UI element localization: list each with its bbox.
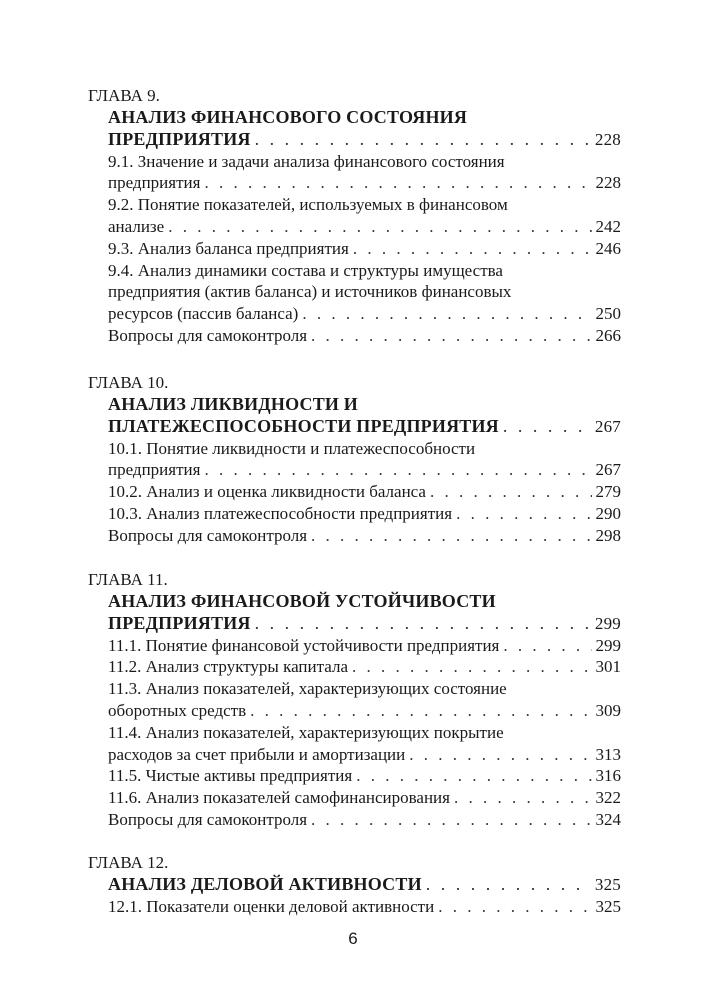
leader-dots xyxy=(250,700,591,722)
leader-dots xyxy=(204,172,591,194)
toc-entry-line: 11.6. Анализ показателей самофинансирования xyxy=(108,788,450,808)
toc-entry-line: 11.2. Анализ структуры капитала xyxy=(108,657,348,677)
toc-entry-page: 250 xyxy=(595,304,621,324)
toc-entry xyxy=(88,481,621,503)
leader-dots xyxy=(311,809,591,831)
toc-entry-line: оборотных средств xyxy=(108,700,247,720)
leader-dots xyxy=(352,656,592,678)
toc-entry xyxy=(88,787,621,809)
leader-dots xyxy=(168,216,591,238)
chapter-page-number: 228 xyxy=(594,129,621,149)
toc-entry-line: Вопросы для самоконтроля xyxy=(108,525,308,545)
toc-entry-line: 9.4. Анализ динамики состава и структуры имущества xyxy=(108,260,503,280)
chapter-title-line: ПРЕДПРИЯТИЯ xyxy=(108,128,251,149)
leader-dots xyxy=(430,481,592,503)
chapter-page-number: 299 xyxy=(594,613,621,633)
toc-entry-line: 11.1. Понятие финансовой устойчивости предприятия xyxy=(108,635,500,655)
toc-entry xyxy=(88,809,621,831)
leader-dots xyxy=(503,635,591,657)
leader-dots xyxy=(409,744,591,766)
toc-entry xyxy=(88,678,621,722)
toc-entry-line: предприятия (актив баланса) и источников финансовых xyxy=(108,282,512,302)
chapter-title xyxy=(88,394,621,438)
toc-entry xyxy=(88,260,621,325)
toc-entry-line: Вопросы для самоконтроля xyxy=(108,809,308,829)
page-number: 6 xyxy=(348,929,358,948)
chapter-title-line: АНАЛИЗ ДЕЛОВОЙ АКТИВНОСТИ xyxy=(108,874,422,894)
leader-dots xyxy=(204,459,591,481)
toc-entry-line: Вопросы для самоконтроля xyxy=(108,325,308,345)
leader-dots xyxy=(438,896,591,918)
toc-entry-page: 298 xyxy=(595,525,621,545)
toc-entry-page: 322 xyxy=(595,788,621,808)
chapter-title-line: ПЛАТЕЖЕСПОСОБНОСТИ ПРЕДПРИЯТИЯ xyxy=(108,415,499,436)
toc-entry xyxy=(88,325,621,347)
toc-entry-line: расходов за счет прибыли и амортизации xyxy=(108,744,406,764)
chapter-title-line: ПРЕДПРИЯТИЯ xyxy=(108,612,251,633)
toc-entry-line: предприятия xyxy=(108,460,201,480)
leader-dots xyxy=(503,416,591,438)
toc-entry xyxy=(88,503,621,525)
leader-dots xyxy=(255,613,591,635)
toc-entry xyxy=(88,656,621,678)
toc-entry-page: 290 xyxy=(595,503,621,523)
toc-entry-page: 316 xyxy=(595,766,621,786)
chapter-label: ГЛАВА 12. xyxy=(88,853,169,872)
leader-dots xyxy=(353,238,592,260)
leader-dots xyxy=(302,303,591,325)
toc-entry-page: 266 xyxy=(595,325,621,345)
toc-entry-line: ресурсов (пассив баланса) xyxy=(108,304,299,324)
toc-entry xyxy=(88,438,621,482)
chapter-10 xyxy=(88,373,621,547)
chapter-title-line: АНАЛИЗ ЛИКВИДНОСТИ И xyxy=(108,394,358,414)
toc-entry-line: 12.1. Показатели оценки деловой активности xyxy=(108,896,435,916)
leader-dots xyxy=(311,325,591,347)
toc-entry-page: 246 xyxy=(595,238,621,258)
toc-entry-page: 267 xyxy=(595,460,621,480)
chapter-page-number: 325 xyxy=(594,875,621,894)
chapter-12 xyxy=(88,853,621,918)
chapter-title xyxy=(88,874,621,896)
leader-dots xyxy=(426,874,591,896)
toc-entry-line: 10.3. Анализ платежеспособности предприятия xyxy=(108,503,453,523)
chapter-title xyxy=(88,591,621,635)
leader-dots xyxy=(356,765,591,787)
toc-entry-page: 313 xyxy=(595,744,621,764)
chapter-page-number: 267 xyxy=(594,416,621,436)
toc-entry-page: 301 xyxy=(595,657,621,677)
toc-entry-line: 11.4. Анализ показателей, характеризующих покрытие xyxy=(108,722,504,742)
chapter-title-line: АНАЛИЗ ФИНАНСОВОГО СОСТОЯНИЯ xyxy=(108,107,468,127)
toc-entry xyxy=(88,194,621,238)
toc-entry xyxy=(88,151,621,195)
leader-dots xyxy=(454,787,592,809)
toc-entry-page: 299 xyxy=(595,635,621,655)
toc-entry-line: 9.2. Понятие показателей, используемых в финансовом xyxy=(108,195,508,215)
toc-entry-page: 325 xyxy=(595,896,621,916)
toc-entry-page: 228 xyxy=(595,173,621,193)
toc-entry-line: 11.5. Чистые активы предприятия xyxy=(108,766,353,786)
leader-dots xyxy=(255,129,591,151)
chapter-label: ГЛАВА 11. xyxy=(88,570,168,589)
toc-entry-line: 9.3. Анализ баланса предприятия xyxy=(108,238,349,258)
toc-entry-line: 10.1. Понятие ликвидности и платежеспособности xyxy=(108,438,476,458)
toc-entry-page: 242 xyxy=(595,216,621,236)
toc-entry-page: 324 xyxy=(595,809,621,829)
toc-entry-line: 9.1. Значение и задачи анализа финансового состояния xyxy=(108,151,505,171)
toc-entry xyxy=(88,525,621,547)
toc-entry-page: 279 xyxy=(595,482,621,502)
toc-entry-line: предприятия xyxy=(108,173,201,193)
toc-entry-line: анализе xyxy=(108,216,165,236)
toc-entry xyxy=(88,238,621,260)
chapter-9 xyxy=(88,86,621,347)
toc-entry-line: 11.3. Анализ показателей, характеризующих состояние xyxy=(108,679,507,699)
chapter-label: ГЛАВА 10. xyxy=(88,373,169,392)
toc-entry-line: 10.2. Анализ и оценка ликвидности баланса xyxy=(108,482,426,502)
leader-dots xyxy=(311,525,591,547)
toc-entry xyxy=(88,635,621,657)
toc-entry xyxy=(88,722,621,766)
toc-entry xyxy=(88,765,621,787)
leader-dots xyxy=(456,503,591,525)
chapter-title xyxy=(88,107,621,151)
chapter-title-line: АНАЛИЗ ФИНАНСОВОЙ УСТОЙЧИВОСТИ xyxy=(108,591,496,611)
toc-entry xyxy=(88,896,621,918)
chapter-11 xyxy=(88,570,621,831)
toc-entry-page: 309 xyxy=(595,700,621,720)
chapter-label: ГЛАВА 9. xyxy=(88,86,160,105)
